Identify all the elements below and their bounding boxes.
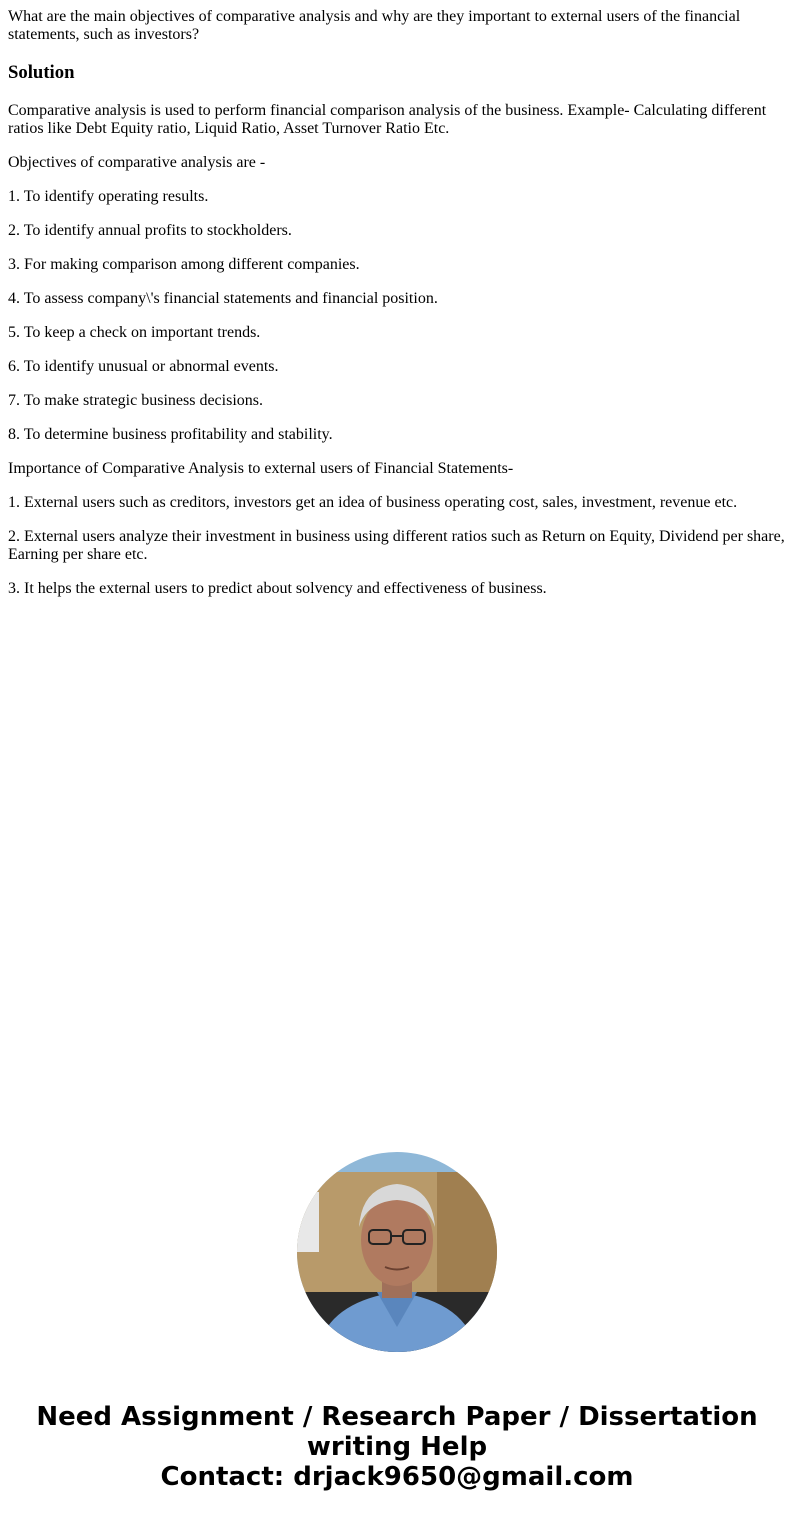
objectives-heading: Objectives of comparative analysis are - [8, 154, 266, 171]
blank-space [8, 614, 786, 1152]
footer-banner [8, 1402, 786, 1492]
objective-item: 7. To make strategic business decisions. [8, 392, 263, 409]
intro-paragraph: Comparative analysis is used to perform financial comparison analysis of the business. Example- Calculating different ratios like Debt Equity ratio, Liquid Ratio, Asset Turnover Ratio Etc. [8, 102, 767, 137]
importance-item: 2. External users analyze their investment in business using different ratios such as Return on Equity, Dividend per share, Earning per share etc. [8, 528, 785, 563]
author-photo [297, 1152, 497, 1352]
footer-contact-text: Contact: drjack9650@gmail.com [160, 1462, 634, 1492]
objective-item: 1. To identify operating results. [8, 188, 209, 205]
importance-heading: Importance of Comparative Analysis to external users of Financial Statements- [8, 460, 514, 477]
objective-item: 8. To determine business profitability and stability. [8, 426, 333, 443]
objective-item: 4. To assess company\'s financial statements and financial position. [8, 290, 438, 307]
importance-item: 1. External users such as creditors, investors get an idea of business operating cost, sales, investment, revenue etc. [8, 494, 738, 511]
importance-item: 3. It helps the external users to predict about solvency and effectiveness of business. [8, 580, 547, 597]
objective-item: 5. To keep a check on important trends. [8, 324, 261, 341]
objective-item: 3. For making comparison among different companies. [8, 256, 360, 273]
objective-item: 2. To identify annual profits to stockholders. [8, 222, 292, 239]
objective-item: 6. To identify unusual or abnormal events. [8, 358, 279, 375]
question-text: What are the main objectives of comparative analysis and why are they important to external users of the financial statements, such as investors? [8, 8, 741, 43]
solution-heading: Solution [8, 62, 75, 83]
footer-help-text: Need Assignment / Research Paper / Dissertation writing Help [36, 1402, 758, 1462]
